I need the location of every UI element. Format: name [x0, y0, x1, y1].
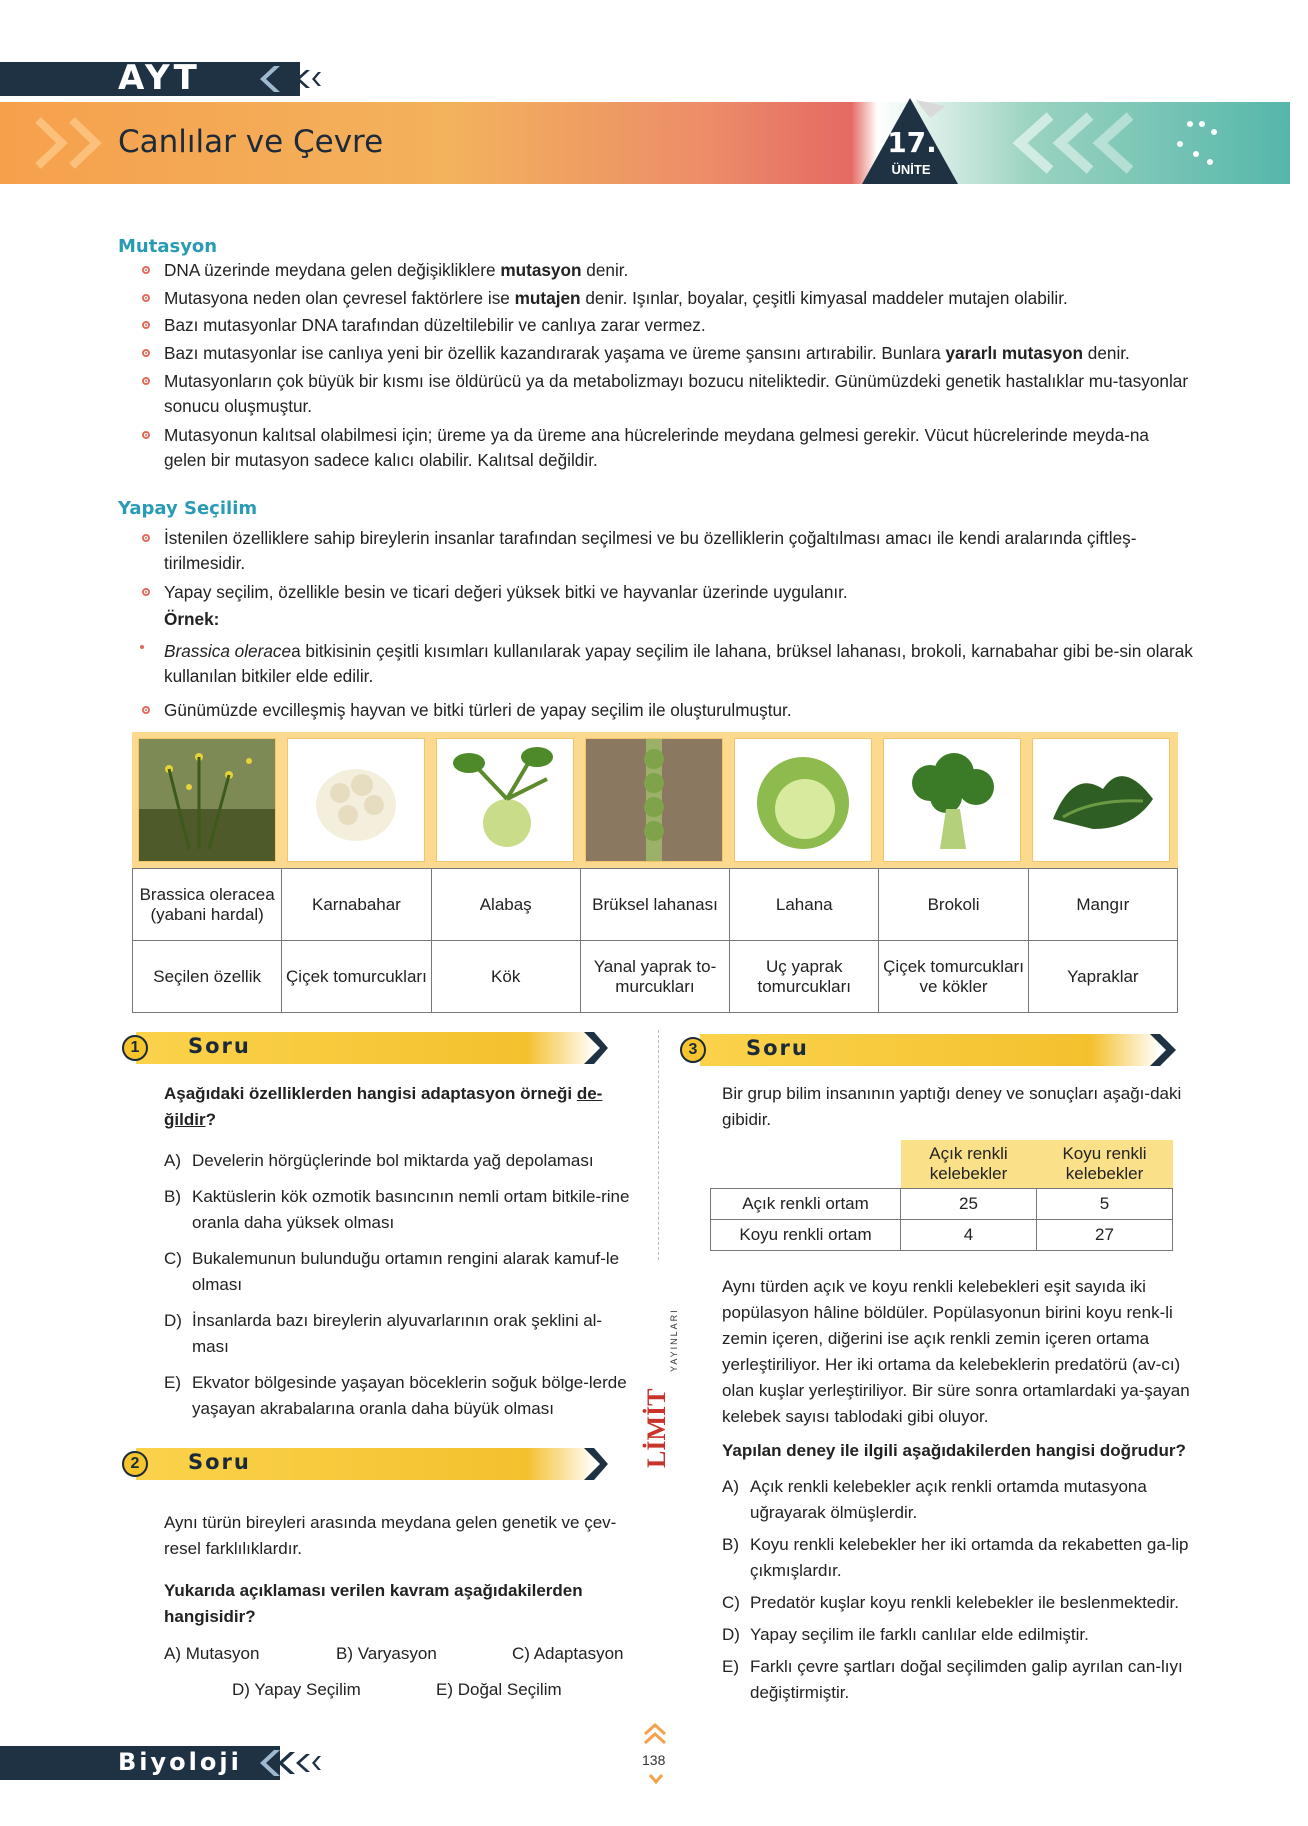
q2-text: Aynı türün bireyleri arasında meydana gelen genetik ve çev-resel farklılıklardır.	[164, 1513, 617, 1558]
brussels-sprouts-image	[585, 738, 723, 862]
q2-option-d[interactable]: D) Yapay Seçilim	[232, 1680, 361, 1699]
footer-arrows	[250, 1746, 330, 1780]
option-key: D)	[164, 1311, 182, 1330]
selection-table	[132, 868, 1178, 1013]
item-text-end: denir.	[581, 260, 629, 280]
row-label: Koyu renkli ortam	[711, 1220, 901, 1251]
q1-stem-underlined: de-ğildir	[164, 1084, 603, 1129]
bullet-icon	[142, 431, 150, 439]
item-term: mutasyon	[500, 260, 582, 280]
mutasyon-item	[164, 313, 1194, 338]
yapay-item-3: Günümüzde evcilleşmiş hayvan ve bitki türleri de yapay seçilim ile oluşturulmuştur.	[164, 700, 792, 720]
column-divider	[658, 1030, 659, 1260]
q2-option-b[interactable]: B) Varyasyon	[336, 1644, 437, 1663]
bullet-icon	[142, 377, 150, 385]
option-text: Farklı çevre şartları doğal seçilimden galip ayrılan can-lıyı değiştirmiştir.	[750, 1657, 1183, 1702]
q3-text: Aynı türden açık ve koyu renkli kelebekleri eşit sayıda iki popülasyon hâline böldüler. Popülasyonun birini koyu renk-li zemin içeren, diğerini ise açık renkli zemin içeren ortama yerleştiriliyor. Her iki ortama da kelebeklerin predatörü (av-cı) olan kuşlar yerleştiriliyor. Bir süre sonra ortamlardaki ya-şayan kelebek sayısı tablodaki gibi oluyor.	[722, 1277, 1190, 1426]
table-cell: Brokoli	[879, 869, 1028, 941]
table-cell: 5	[1037, 1189, 1173, 1220]
kohlrabi-image	[436, 738, 574, 862]
item-text: Bazı mutasyonlar ise canlıya yeni bir özellik kazandırarak yaşama ve üreme şansını artırabilir. Bunlara	[164, 343, 946, 363]
q1-stem	[164, 1081, 634, 1133]
publisher-name: LİMİT	[642, 1388, 671, 1468]
row-label: Açık renkli ortam	[711, 1189, 901, 1220]
unit-number: 17.	[887, 126, 937, 159]
table-cell: Seçilen özellik	[133, 941, 282, 1013]
mutasyon-item	[164, 258, 1194, 283]
cauliflower-image	[287, 738, 425, 862]
item-term: mutajen	[514, 288, 581, 308]
banner-chevrons-right	[990, 110, 1230, 176]
mutasyon-item	[164, 341, 1194, 366]
bullet-icon	[142, 266, 150, 274]
option-text: Bukalemunun bulunduğu ortamın rengini alarak kamuf-le olması	[192, 1249, 620, 1294]
option-key: E)	[722, 1657, 739, 1676]
section-title-yapay-secilim: Yapay Seçilim	[118, 498, 258, 519]
option-text: Yapay seçilim ile farklı canlılar elde edilmiştir.	[750, 1625, 1089, 1644]
table-cell: Brassica oleracea (yabani hardal)	[133, 869, 282, 941]
option-text: Koyu renkli kelebekler her iki ortamda da rekabetten ga-lip çıkmışlardır.	[750, 1535, 1189, 1580]
table-cell: Yanal yaprak to-murcukları	[580, 941, 729, 1013]
table-cell: Mangır	[1028, 869, 1177, 941]
table-cell: Karnabahar	[282, 869, 431, 941]
q3-stem: Yapılan deney ile ilgili aşağıdakilerden hangisi doğrudur?	[722, 1441, 1186, 1460]
item-text-end: denir.	[1083, 343, 1130, 363]
option-text: Kaktüslerin kök ozmotik basıncının nemli ortam bitkile-rine oranla daha yüksek olması	[192, 1187, 630, 1232]
bullet-icon	[142, 534, 150, 542]
table-cell: Lahana	[730, 869, 879, 941]
table-cell: Uç yaprak tomurcukları	[730, 941, 879, 1013]
subject-label: Biyoloji	[118, 1748, 242, 1776]
question-number: 3	[680, 1037, 706, 1063]
bullet-icon	[142, 349, 150, 357]
table-cell: Çiçek tomurcukları	[282, 941, 431, 1013]
page-title: Canlılar ve Çevre	[118, 124, 384, 160]
bullet-icon	[142, 706, 150, 714]
section-title-mutasyon: Mutasyon	[118, 236, 218, 257]
mutasyon-item	[164, 423, 1194, 473]
option-key: B)	[722, 1535, 739, 1554]
cabbage-image	[734, 738, 872, 862]
item-text: Mutasyonların çok büyük bir kısmı ise öldürücü ya da metabolizmayı bozucu niteliktedir. Günümüzdeki genetik hastalıklar mu-tasyonlar sonucu oluşmuştur.	[164, 371, 1189, 416]
unit-badge	[860, 96, 960, 186]
option-key: A)	[722, 1477, 739, 1496]
option-key: D)	[722, 1625, 740, 1644]
bullet-icon	[142, 294, 150, 302]
dot-icon	[140, 645, 144, 649]
unit-label: ÜNİTE	[891, 162, 931, 177]
page-up-icon	[642, 1722, 668, 1751]
item-text: Bazı mutasyonlar DNA tarafından düzeltilebilir ve canlıya zarar vermez.	[164, 315, 706, 335]
table-cell: Kök	[431, 941, 580, 1013]
item-text: Mutasyona neden olan çevresel faktörlere ise	[164, 288, 515, 308]
q2-option-e[interactable]: E) Doğal Seçilim	[436, 1680, 562, 1699]
example-label: Örnek:	[164, 609, 220, 629]
item-text-end: denir. Işınlar, boyalar, çeşitli kimyasal maddeler mutajen olabilir.	[580, 288, 1068, 308]
option-key: C)	[722, 1593, 740, 1612]
q2-option-a[interactable]: A) Mutasyon	[164, 1644, 260, 1663]
option-text: Ekvator bölgesinde yaşayan böceklerin soğuk bölge-lerde yaşayan akrabalarına oranla daha büyük olması	[192, 1373, 627, 1418]
table-cell: Çiçek tomurcukları ve kökler	[879, 941, 1028, 1013]
q2-option-c[interactable]: C) Adaptasyon	[512, 1644, 624, 1663]
page-number: 138	[642, 1752, 666, 1768]
soru-label: Soru	[746, 1036, 809, 1060]
wild-mustard-image	[138, 738, 276, 862]
banner-chevrons-left	[28, 112, 118, 174]
item-text: DNA üzerinde meydana gelen değişikliklere	[164, 260, 501, 280]
table-header: Açık renkli kelebekler	[901, 1140, 1037, 1189]
example-rest: a bitkisinin çeşitli kısımları kullanılarak yapay seçilim ile lahana, brüksel lahanası, brokoli, karnabahar gibi be-sin olarak kullanılan bitkiler elde edilir.	[164, 641, 1193, 686]
table-cell: Alabaş	[431, 869, 580, 941]
q1-stem-a: Aşağıdaki özelliklerden hangisi adaptasyon örneği	[164, 1084, 577, 1103]
table-header: Koyu renkli kelebekler	[1037, 1140, 1173, 1189]
option-text: İnsanlarda bazı bireylerin alyuvarlarının orak şeklini al-ması	[192, 1311, 603, 1356]
option-key: E)	[164, 1373, 181, 1392]
item-text: Mutasyonun kalıtsal olabilmesi için; üreme ya da üreme ana hücrelerinde meydana gelmesi gerekir. Vücut hücrelerinde meyda-na gelen bir mutasyon sadece kalıcı olabilir. Kalıtsal değildir.	[164, 425, 1149, 470]
q3-intro: Bir grup bilim insanının yaptığı deney ve sonuçları aşağı-daki gibidir.	[722, 1084, 1182, 1129]
mutasyon-item	[164, 286, 1194, 311]
table-cell: 25	[901, 1189, 1037, 1220]
soru-label: Soru	[188, 1034, 251, 1058]
bullet-icon	[142, 321, 150, 329]
chevron-right-icon	[1146, 1032, 1182, 1073]
option-key: B)	[164, 1187, 181, 1206]
butterfly-results-table	[710, 1140, 1173, 1251]
banner-arrows	[250, 62, 330, 96]
option-text: Develerin hörgüçlerinde bol miktarda yağ depolaması	[192, 1151, 594, 1170]
table-cell: 4	[901, 1220, 1037, 1251]
example-text	[164, 639, 1194, 689]
option-text: Açık renkli kelebekler açık renkli ortamda mutasyona uğrayarak ölmüşlerdir.	[750, 1477, 1147, 1522]
yapay-item-2: Yapay seçilim, özellikle besin ve ticari değeri yüksek bitki ve hayvanlar üzerinde uygulanır.	[164, 582, 848, 602]
broccoli-image	[883, 738, 1021, 862]
table-cell: Brüksel lahanası	[580, 869, 729, 941]
option-key: C)	[164, 1249, 182, 1268]
question-number: 2	[122, 1451, 148, 1477]
q1-stem-b: ?	[205, 1110, 216, 1129]
option-key: A)	[164, 1151, 181, 1170]
q2-stem: Yukarıda açıklaması verilen kavram aşağıdakilerden hangisidir?	[164, 1581, 583, 1626]
page-down-icon	[648, 1772, 664, 1790]
chevron-right-icon	[582, 1030, 610, 1071]
publisher-logo	[641, 1268, 681, 1468]
exam-label: AYT	[118, 58, 201, 98]
yapay-item-1: İstenilen özelliklere sahip bireylerin insanlar tarafından seçilmesi ve bu özelliklerin çoğaltılması amacı ile kendi aralarında çiftleş-tirilmesidir.	[164, 528, 1137, 573]
species-name: Brassica olerace	[164, 641, 292, 661]
question-number: 1	[122, 1035, 148, 1061]
mutasyon-item	[164, 369, 1194, 419]
kale-image	[1032, 738, 1170, 862]
table-cell: 27	[1037, 1220, 1173, 1251]
soru-label: Soru	[188, 1450, 251, 1474]
bullet-icon	[142, 588, 150, 596]
item-term: yararlı mutasyon	[945, 343, 1083, 363]
chevron-right-icon	[582, 1446, 610, 1487]
option-text: Predatör kuşlar koyu renkli kelebekler ile beslenmektedir.	[750, 1593, 1179, 1612]
table-cell: Yapraklar	[1028, 941, 1177, 1013]
publisher-sub: YAYINLARI	[669, 1308, 679, 1372]
empty-corner	[711, 1140, 901, 1189]
